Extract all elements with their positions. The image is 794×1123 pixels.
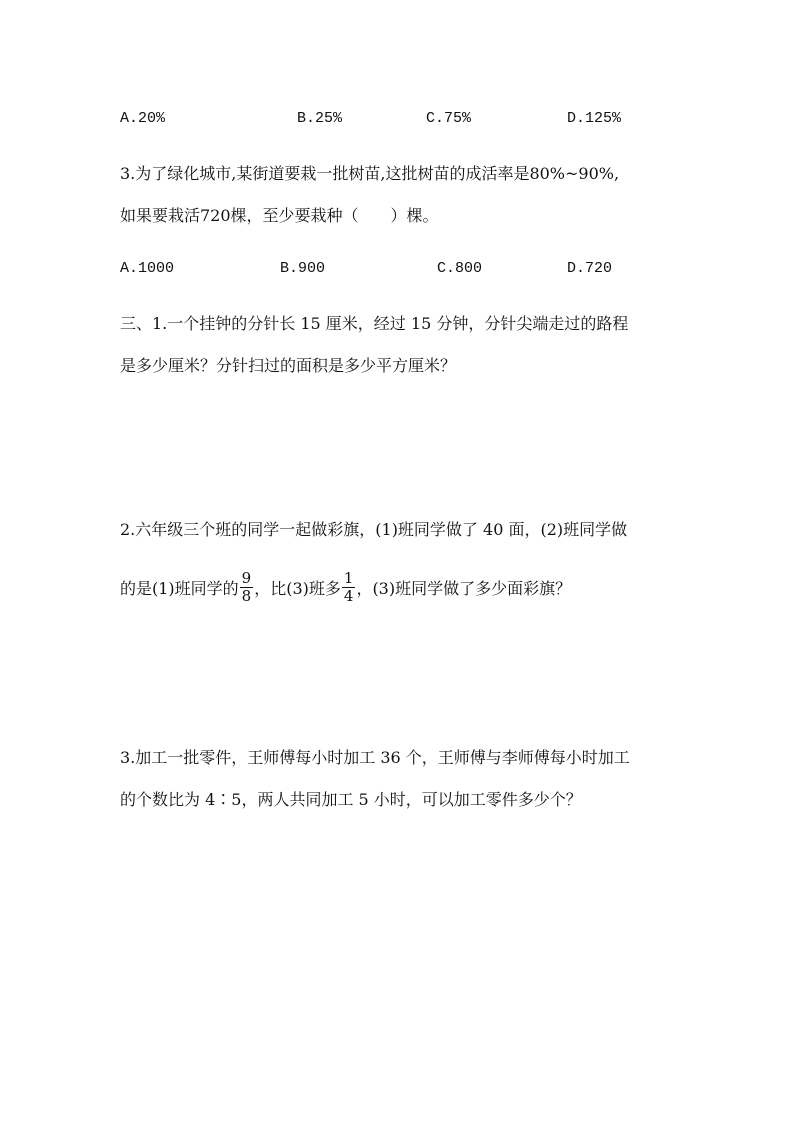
p2-text-line1: 2.六年级三个班的同学一起做彩旗，(1)班同学做了 40 面，(2)班同学做	[120, 520, 628, 539]
p3-text-line1: 3.加工一批零件，王师傅每小时加工 36 个，王师傅与李师傅每小时加工	[120, 748, 630, 767]
q3-option-b: B.900	[280, 260, 326, 277]
fraction-denominator: 8	[241, 587, 252, 605]
q3-option-d: D.720	[567, 260, 613, 277]
p1-text-line1: 三、1.一个挂钟的分针长 15 厘米，经过 15 分钟，分针尖端走过的路程	[120, 314, 629, 333]
p2-text-seg-c: ，(3)班同学做了多少面彩旗？	[356, 579, 572, 598]
fraction-numerator: 9	[241, 569, 252, 587]
fraction-one-quarter	[342, 570, 356, 605]
p2-text-seg-b: ，比(3)班多	[254, 579, 341, 598]
q2-option-a: A.20%	[120, 110, 166, 127]
fraction-numerator: 1	[343, 569, 354, 587]
q2-option-d: D.125%	[567, 110, 622, 127]
fraction-denominator: 4	[343, 587, 354, 605]
q2-option-c: C.75%	[426, 110, 472, 127]
p2-text-line2	[120, 569, 572, 607]
p2-text-seg-a: 的是(1)班同学的	[120, 579, 239, 598]
p3-text-line2: 的个数比为 4∶5，两人共同加工 5 小时，可以加工零件多少个？	[120, 790, 582, 809]
fraction-nine-eighths	[240, 570, 254, 605]
q3-text-line2: 如果要栽活720棵，至少要栽种（ ）棵。	[120, 206, 439, 225]
q3-option-a: A.1000	[120, 260, 175, 277]
q3-option-c: C.800	[437, 260, 483, 277]
q3-text-line1: 3.为了绿化城市,某街道要栽一批树苗,这批树苗的成活率是80%~90%,	[120, 164, 620, 183]
q2-option-b: B.25%	[297, 110, 343, 127]
p1-text-line2: 是多少厘米？分针扫过的面积是多少平方厘米？	[120, 356, 457, 375]
